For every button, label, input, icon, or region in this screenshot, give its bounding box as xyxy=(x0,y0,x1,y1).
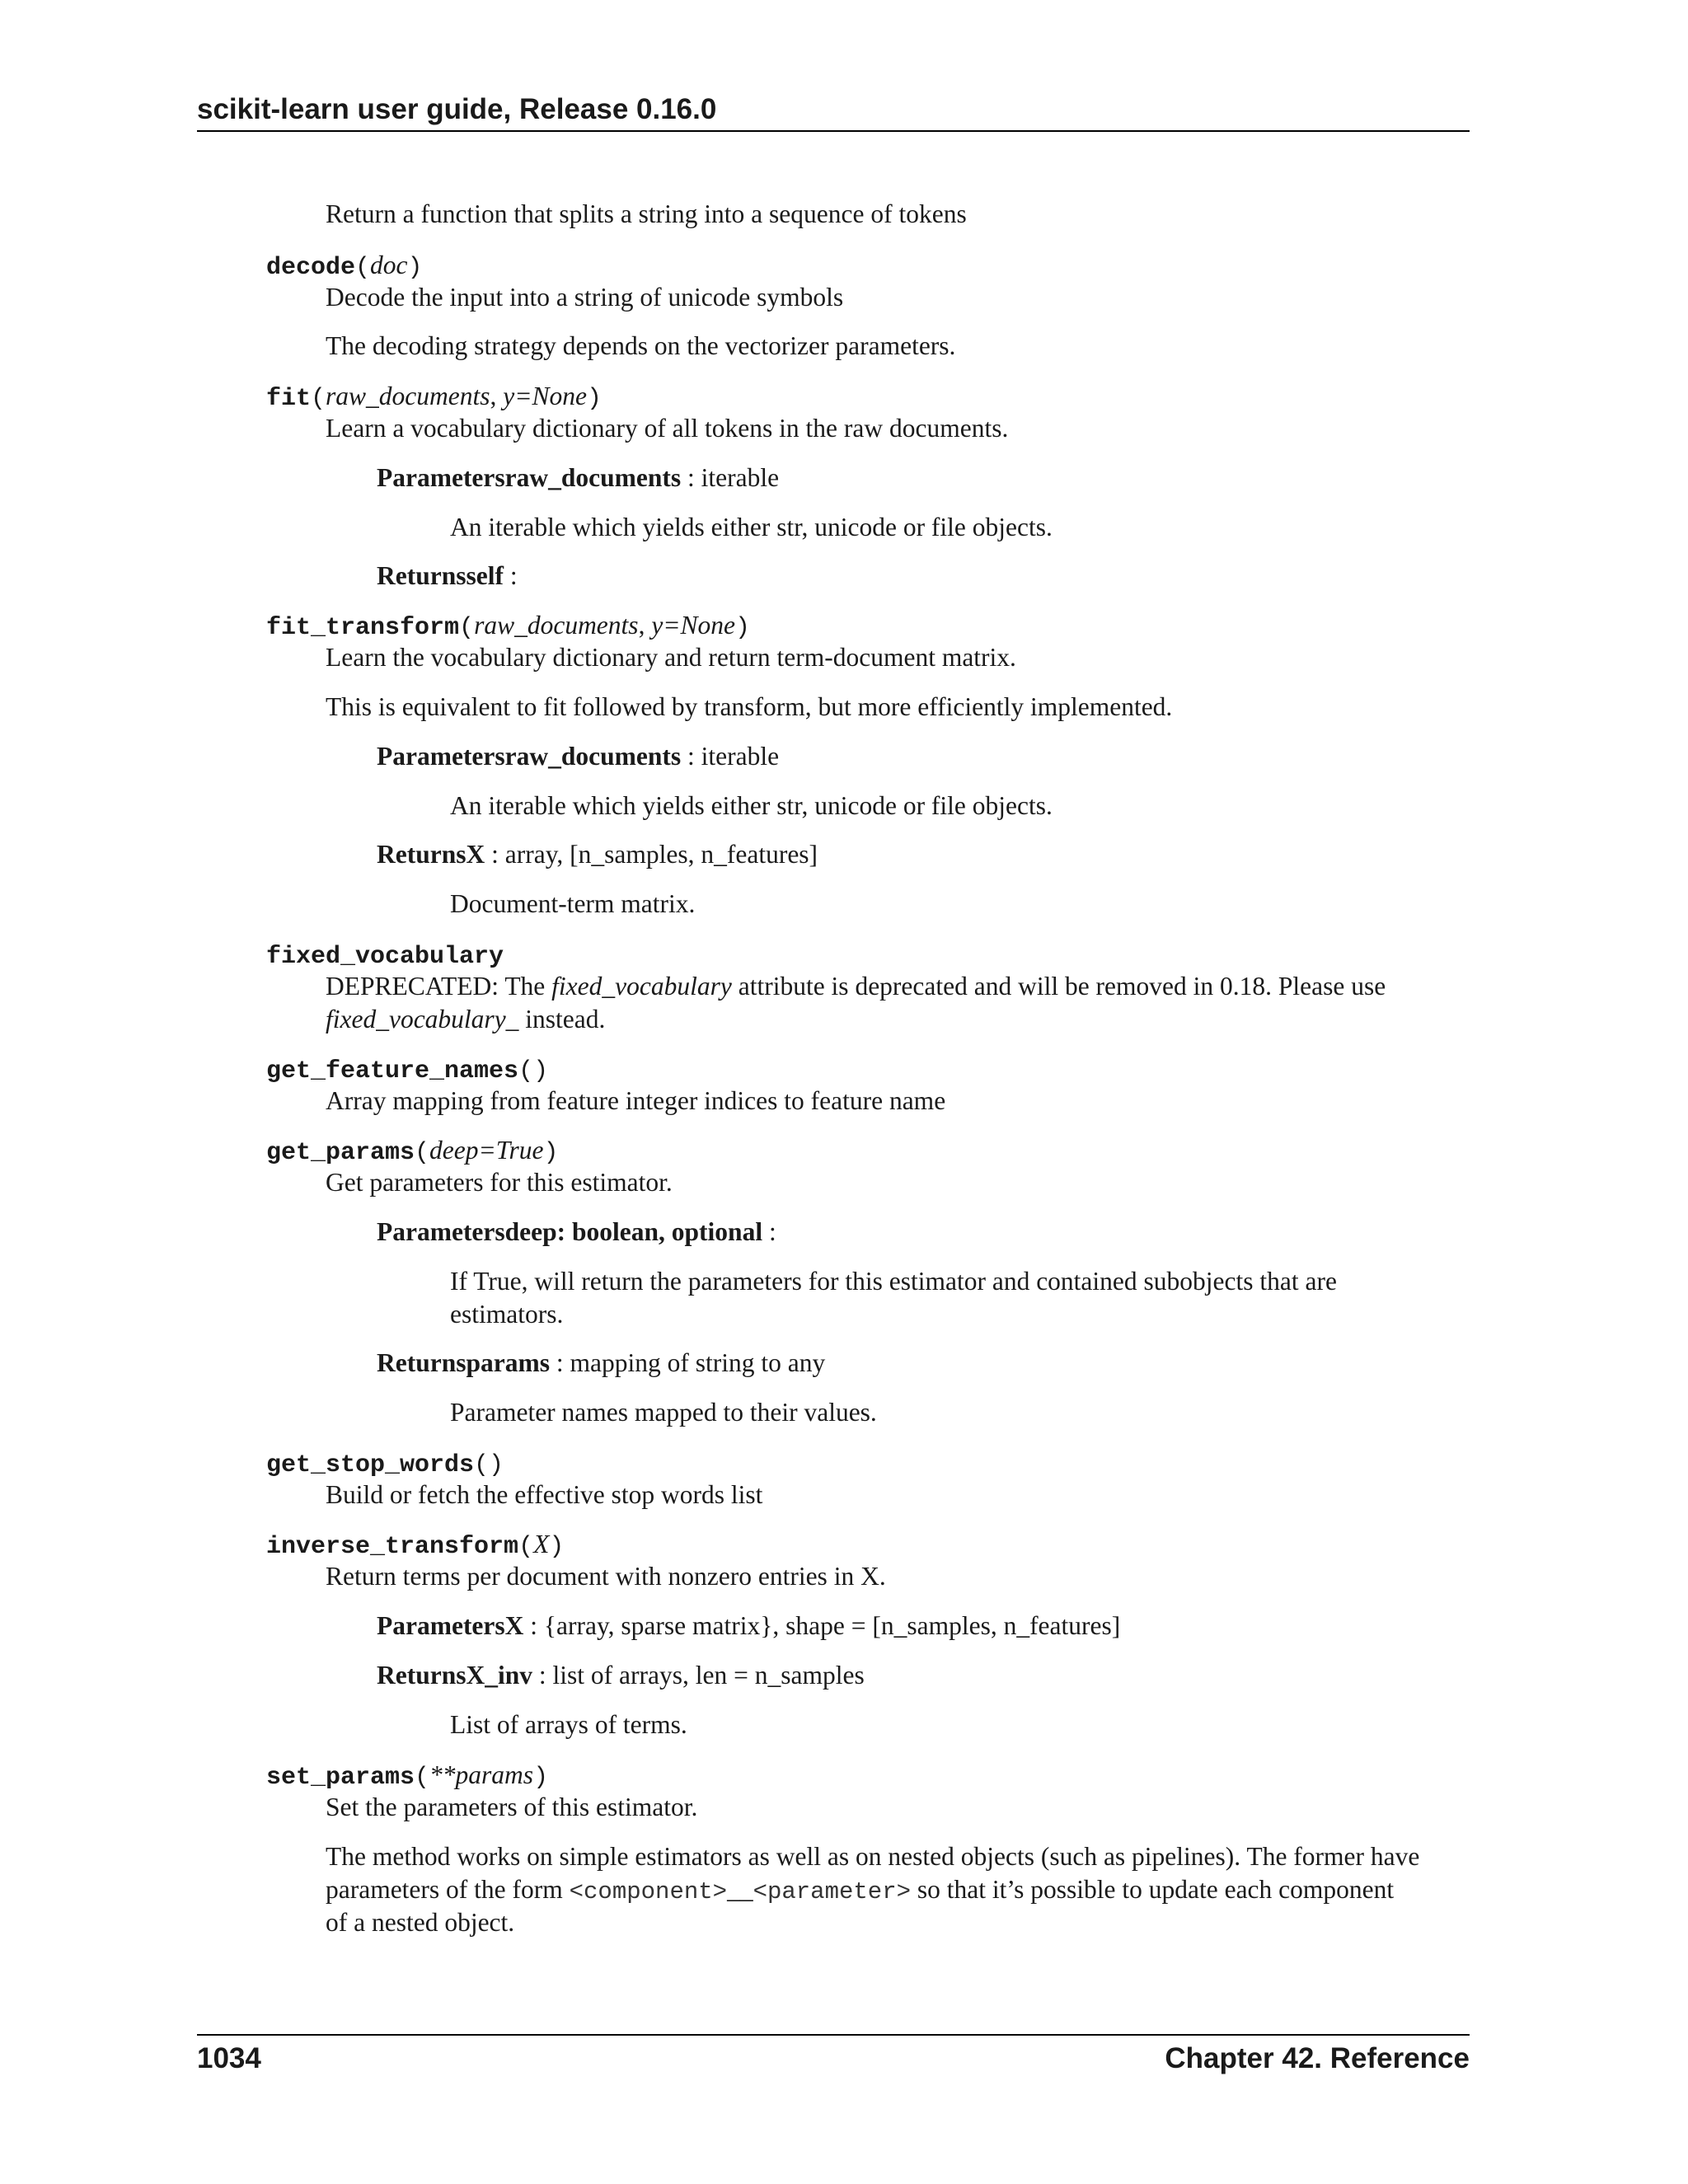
text-line: An iterable which yields either str, unicode or file objects. xyxy=(450,513,1053,541)
method-arg: raw_documents xyxy=(474,611,639,640)
method-name: get_feature_names xyxy=(266,1057,519,1085)
page-footer xyxy=(197,2034,1470,2079)
text-line: The method works on simple estimators as well as on nested objects (such as pipelines). The former have xyxy=(326,1842,1420,1871)
param-line xyxy=(377,1216,776,1249)
header-title: scikit-learn user guide, Release 0.16.0 xyxy=(197,93,717,125)
method-name: get_stop_words xyxy=(266,1451,475,1479)
param-line xyxy=(377,740,779,773)
method-arg: doc xyxy=(370,251,408,279)
text-line: Get parameters for this estimator. xyxy=(326,1168,673,1197)
text-line: The decoding strategy depends on the vectorizer parameters. xyxy=(326,331,956,360)
method-arg: raw_documents xyxy=(326,382,490,410)
returns-label: ReturnsX xyxy=(377,840,485,869)
text-line: Parameter names mapped to their values. xyxy=(450,1398,877,1427)
method-signature-get-feature-names: get_feature_names() xyxy=(266,1057,549,1085)
param-label: Parametersdeep: boolean, optional xyxy=(377,1217,763,1246)
param-type: : iterable xyxy=(681,463,780,492)
text-span: DEPRECATED: The xyxy=(326,972,552,1001)
text-line xyxy=(326,970,1470,1003)
text-line: Array mapping from feature integer indices to feature name xyxy=(326,1086,946,1115)
page-header xyxy=(197,89,1470,132)
method-signature-set-params: set_params(**params) xyxy=(266,1760,549,1792)
param-label: Parametersraw_documents xyxy=(377,742,682,771)
text-line: If True, will return the parameters for this estimator and contained subobjects that are xyxy=(450,1267,1337,1296)
text-span: so that it’s possible to update each component xyxy=(911,1875,1395,1904)
method-signature-get-params: get_params(deep=True) xyxy=(266,1136,559,1167)
text-line: Decode the input into a string of unicode symbols xyxy=(326,283,844,312)
text-line: Return terms per document with nonzero entries in X. xyxy=(326,1562,886,1591)
returns-type: : array, [n_samples, n_features] xyxy=(485,840,818,869)
returns-type: : list of arrays, len = n_samples xyxy=(532,1661,865,1690)
method-name: fit_transform xyxy=(266,614,460,642)
method-name: inverse_transform xyxy=(266,1533,519,1561)
param-label: Parametersraw_documents xyxy=(377,463,682,492)
text-line: Return a function that splits a string into a sequence of tokens xyxy=(326,199,967,228)
code-span: <component> xyxy=(569,1878,728,1905)
text-span-italic: fixed_vocabulary_ xyxy=(326,1005,519,1033)
chapter-title: Chapter 42. Reference xyxy=(1165,2042,1470,2074)
method-signature-fit: fit(raw_documents, y=None) xyxy=(266,382,603,413)
text-line xyxy=(326,1873,1394,1909)
returns-line xyxy=(377,1659,865,1692)
text-span: parameters of the form xyxy=(326,1875,570,1904)
attribute-signature-fixed-vocabulary xyxy=(266,938,504,973)
code-span: <parameter> xyxy=(753,1878,911,1905)
returns-label: Returnsparams xyxy=(377,1348,550,1377)
method-signature-get-stop-words: get_stop_words() xyxy=(266,1451,504,1479)
returns-line xyxy=(377,1347,825,1380)
param-line xyxy=(377,462,779,494)
text-line: Learn a vocabulary dictionary of all tokens in the raw documents. xyxy=(326,414,1009,443)
returns-type: : xyxy=(503,561,518,590)
returns-type: : mapping of string to any xyxy=(550,1348,826,1377)
text-line: Set the parameters of this estimator. xyxy=(326,1793,698,1821)
text-line: estimators. xyxy=(450,1300,564,1329)
method-arg: **params xyxy=(429,1760,534,1789)
method-arg: X xyxy=(533,1530,550,1558)
returns-label: ReturnsX_inv xyxy=(377,1661,533,1690)
method-signature-inverse-transform: inverse_transform(X) xyxy=(266,1530,565,1561)
method-arg: deep=True xyxy=(429,1136,544,1165)
method-signature-decode: decode(doc) xyxy=(266,251,423,282)
method-name: set_params xyxy=(266,1764,415,1792)
text-line: Learn the vocabulary dictionary and return term-document matrix. xyxy=(326,643,1016,672)
method-name: decode xyxy=(266,254,356,282)
text-span: attribute is deprecated and will be removed in 0.18. Please use xyxy=(731,972,1386,1001)
returns-line xyxy=(377,560,518,593)
text-line: An iterable which yields either str, unicode or file objects. xyxy=(450,791,1053,820)
param-label: ParametersX xyxy=(377,1611,524,1640)
method-name: fit xyxy=(266,385,312,413)
returns-label: Returnsself xyxy=(377,561,504,590)
method-arg: y=None xyxy=(503,382,588,410)
text-line: This is equivalent to fit followed by transform, but more efficiently implemented. xyxy=(326,692,1173,721)
method-arg: y=None xyxy=(651,611,736,640)
text-line: Build or fetch the effective stop words list xyxy=(326,1480,763,1509)
method-signature-fit-transform: fit_transform(raw_documents, y=None) xyxy=(266,611,751,642)
param-type: : {array, sparse matrix}, shape = [n_samples, n_features] xyxy=(523,1611,1121,1640)
param-line xyxy=(377,1610,1120,1643)
text-span-italic: fixed_vocabulary xyxy=(551,972,732,1001)
text-line: Document-term matrix. xyxy=(450,889,696,918)
text-line: List of arrays of terms. xyxy=(450,1710,687,1739)
text-span: instead. xyxy=(518,1005,606,1033)
param-type: : iterable xyxy=(681,742,780,771)
text-line: of a nested object. xyxy=(326,1908,515,1937)
text-span: __ xyxy=(727,1875,753,1904)
returns-line xyxy=(377,838,818,871)
page-number: 1034 xyxy=(197,2042,261,2074)
param-type: : xyxy=(762,1217,776,1246)
method-name: get_params xyxy=(266,1139,415,1167)
text-line xyxy=(326,1003,605,1036)
attribute-name: fixed_vocabulary xyxy=(266,943,504,971)
